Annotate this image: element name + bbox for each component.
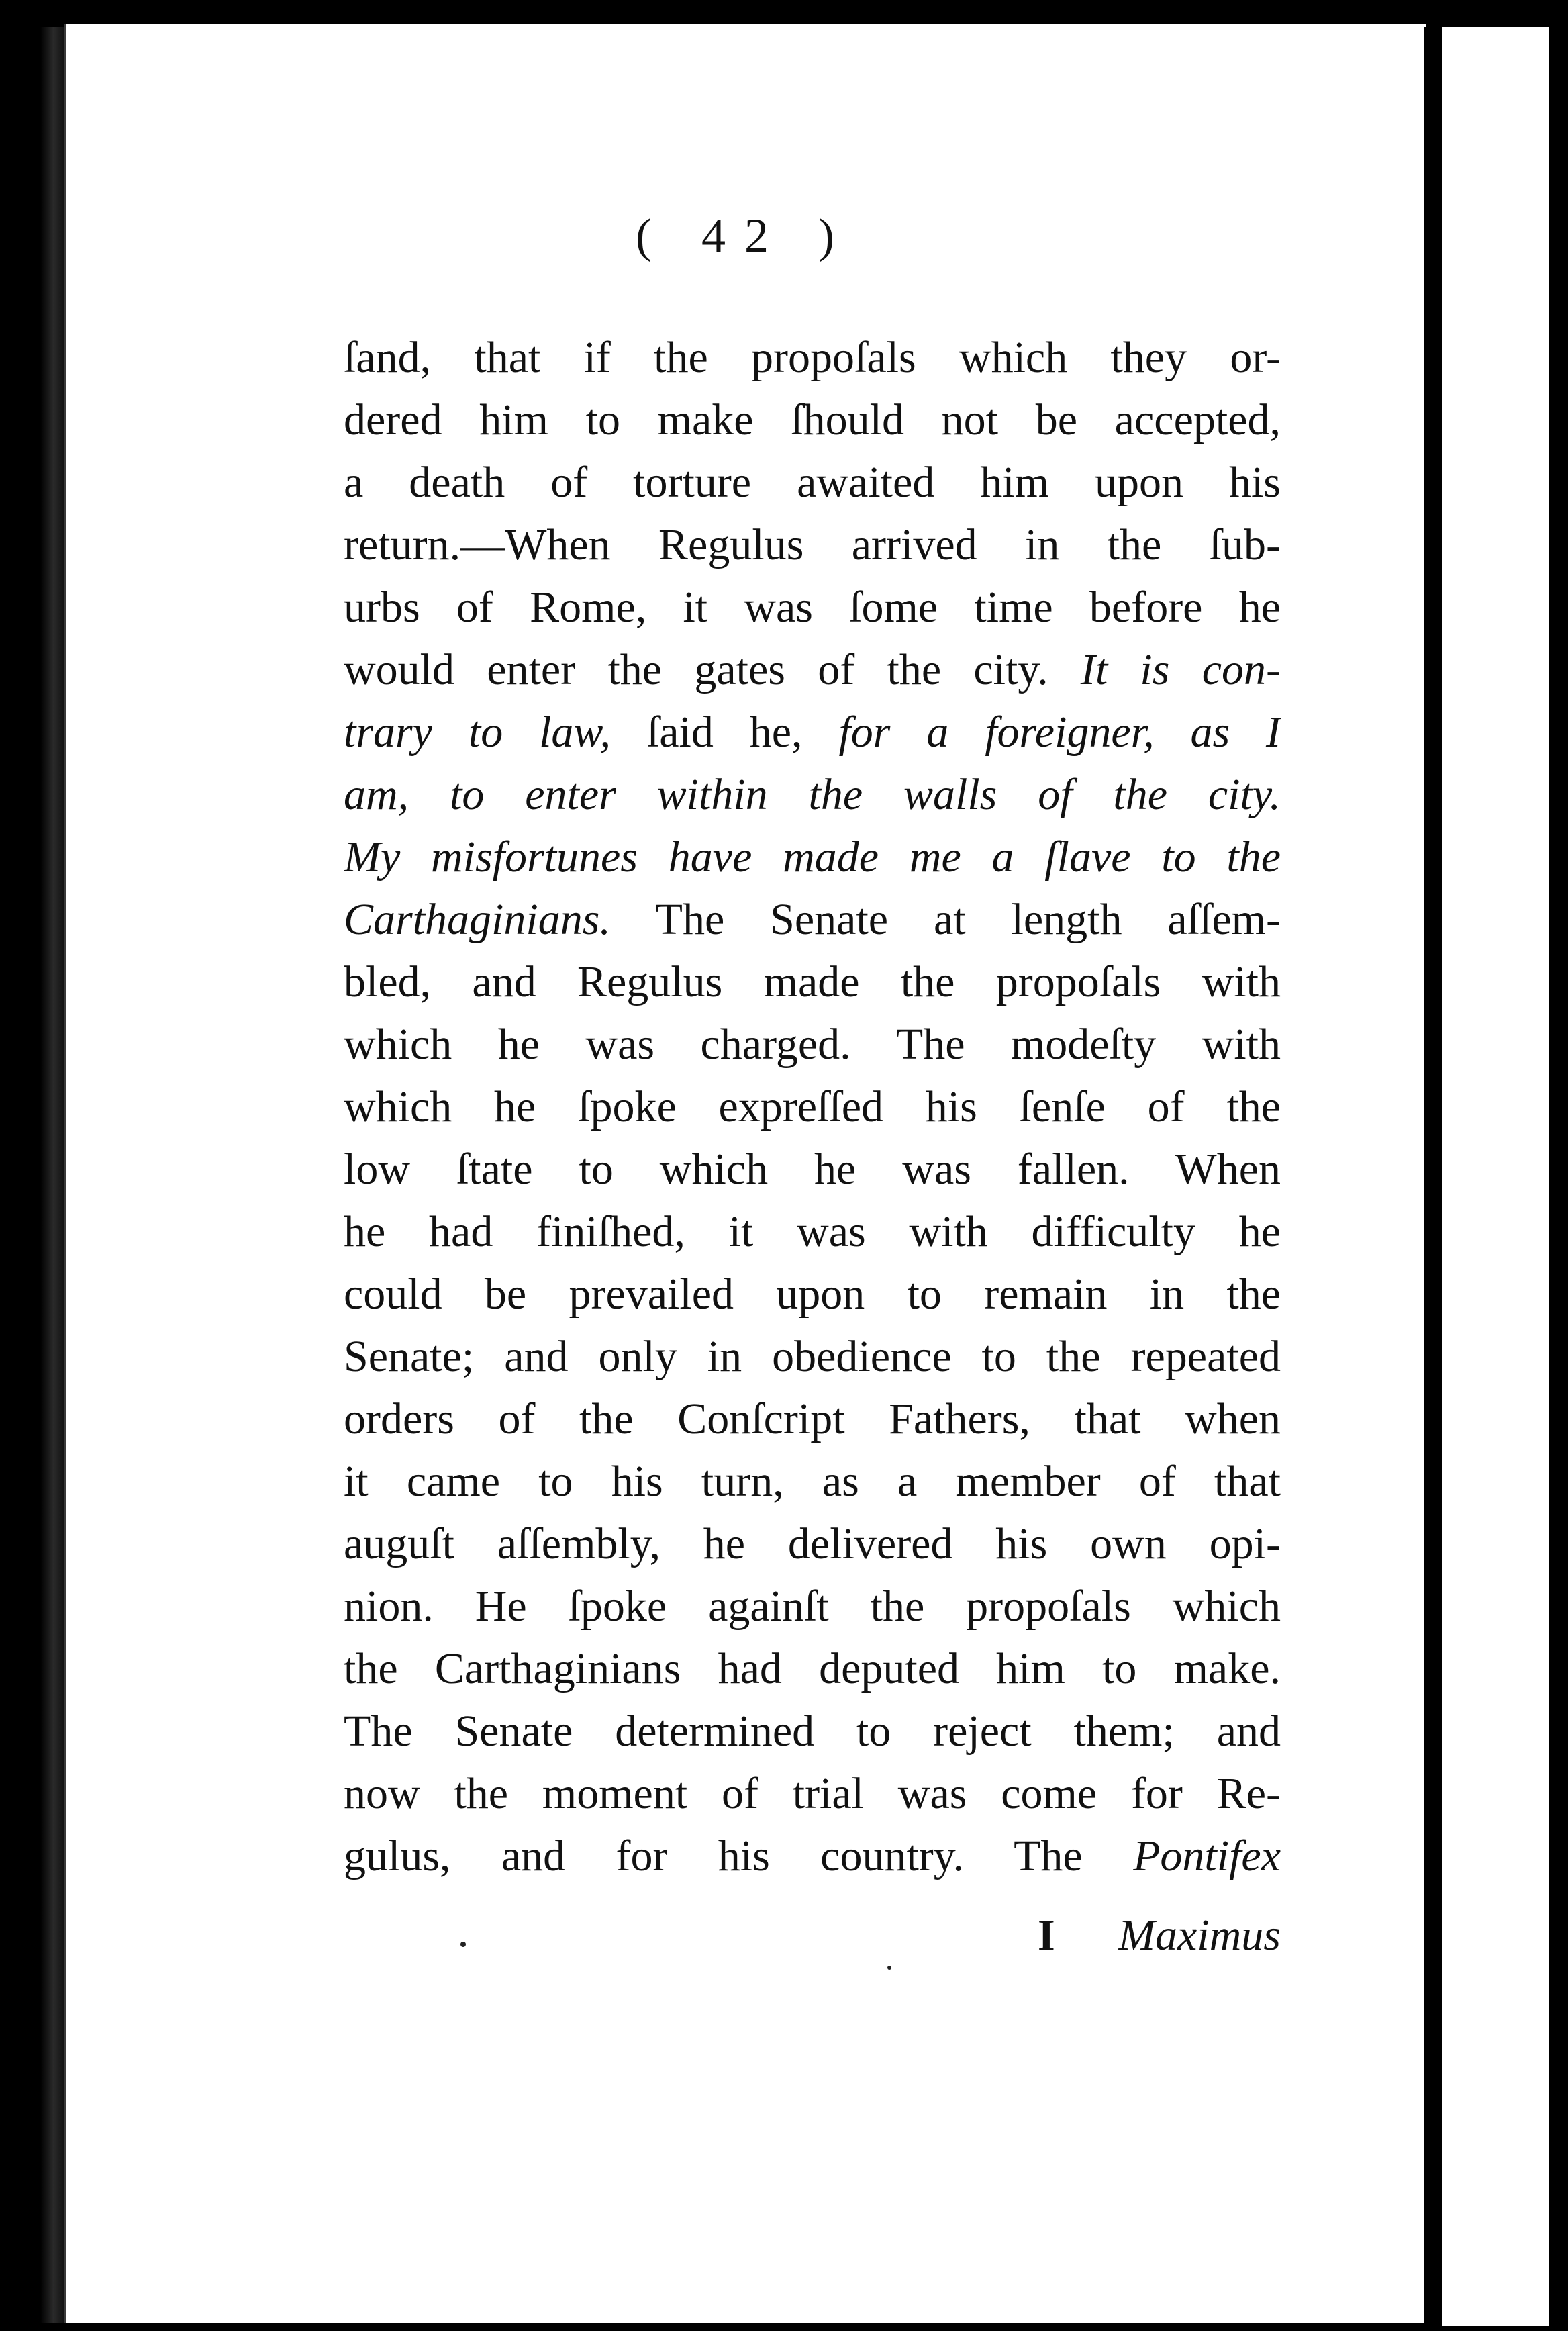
page-edge-rule <box>1424 27 1442 2326</box>
italic-text: It is con- <box>1080 645 1281 694</box>
text-line <box>344 763 1281 826</box>
signature-mark: I <box>1038 1911 1055 1960</box>
roman-text: bled, and Regulus made the propoſals with <box>344 957 1281 1006</box>
roman-text: dered him to make ſhould not be accepted, <box>344 395 1281 444</box>
italic-text: My misfortunes have made me a ſlave to the <box>344 832 1281 882</box>
roman-text: now the moment of trial was come for Re- <box>344 1769 1281 1818</box>
text-line <box>344 389 1281 451</box>
text-line <box>344 826 1281 888</box>
page-number: ( 42 ) <box>636 209 853 263</box>
roman-text: gulus, and for his country. The <box>344 1832 1134 1881</box>
text-line <box>344 576 1281 638</box>
italic-text: Carthaginians. <box>344 895 611 944</box>
text-line <box>344 1700 1281 1762</box>
roman-text: return.—When Regulus arrived in the ſub- <box>344 520 1281 569</box>
italic-text: trary to law, <box>344 708 611 757</box>
text-line <box>344 451 1281 514</box>
roman-text: which he was charged. The modeſty with <box>344 1020 1281 1069</box>
binding-gutter <box>40 27 64 2323</box>
roman-text: orders of the Conſcript Fathers, that when <box>344 1394 1281 1443</box>
italic-text: Pontifex <box>1133 1832 1281 1881</box>
text-line <box>344 1076 1281 1138</box>
text-line <box>344 951 1281 1013</box>
text-line <box>344 1762 1281 1825</box>
text-line <box>344 638 1281 701</box>
text-line <box>344 701 1281 763</box>
text-line <box>344 1513 1281 1575</box>
text-line <box>344 1575 1281 1637</box>
roman-text: the Carthaginians had deputed him to make. <box>344 1644 1281 1693</box>
text-line <box>344 1450 1281 1513</box>
text-line <box>344 1637 1281 1700</box>
roman-text: The Senate determined to reject them; and <box>344 1707 1281 1756</box>
print-speck <box>887 1966 891 1970</box>
roman-text: which he ſpoke expreſſed his ſenſe of the <box>344 1082 1281 1131</box>
text-line <box>344 1388 1281 1450</box>
text-line <box>344 1825 1281 1887</box>
scan-border <box>1549 27 1568 2331</box>
print-speck <box>460 1942 466 1947</box>
text-line <box>344 1138 1281 1200</box>
text-line <box>344 1263 1281 1325</box>
roman-text: Senate; and only in obedience to the repeated <box>344 1332 1281 1381</box>
facing-page-strip <box>1442 27 1549 2326</box>
text-line <box>344 1325 1281 1388</box>
text-line <box>344 888 1281 951</box>
roman-text: ſaid he, <box>611 708 839 757</box>
roman-text: it came to his turn, as a member of that <box>344 1457 1281 1506</box>
text-line <box>344 514 1281 576</box>
text-line <box>344 1200 1281 1263</box>
roman-text: ſand, that if the propoſals which they or- <box>344 333 1281 382</box>
roman-text: could be prevailed upon to remain in the <box>344 1270 1281 1319</box>
roman-text: low ſtate to which he was fallen. When <box>344 1145 1281 1194</box>
text-line <box>344 326 1281 389</box>
italic-text: am, to enter within the walls of the city. <box>344 770 1281 819</box>
body-text <box>344 326 1281 1887</box>
roman-text: nion. He ſpoke againſt the propoſals which <box>344 1582 1281 1631</box>
roman-text: The Senate at length aſſem- <box>610 895 1281 944</box>
roman-text: auguſt aſſembly, he delivered his own opi- <box>344 1519 1281 1568</box>
catchline <box>344 1904 1281 1966</box>
roman-text: a death of torture awaited him upon his <box>344 458 1281 507</box>
catchword: Maximus <box>1118 1911 1281 1960</box>
text-line <box>344 1013 1281 1076</box>
italic-text: for a foreigner, as I <box>838 708 1281 757</box>
roman-text: would enter the gates of the city. <box>344 645 1081 694</box>
roman-text: urbs of Rome, it was ſome time before he <box>344 583 1281 632</box>
roman-text: he had finiſhed, it was with difficulty he <box>344 1207 1281 1256</box>
